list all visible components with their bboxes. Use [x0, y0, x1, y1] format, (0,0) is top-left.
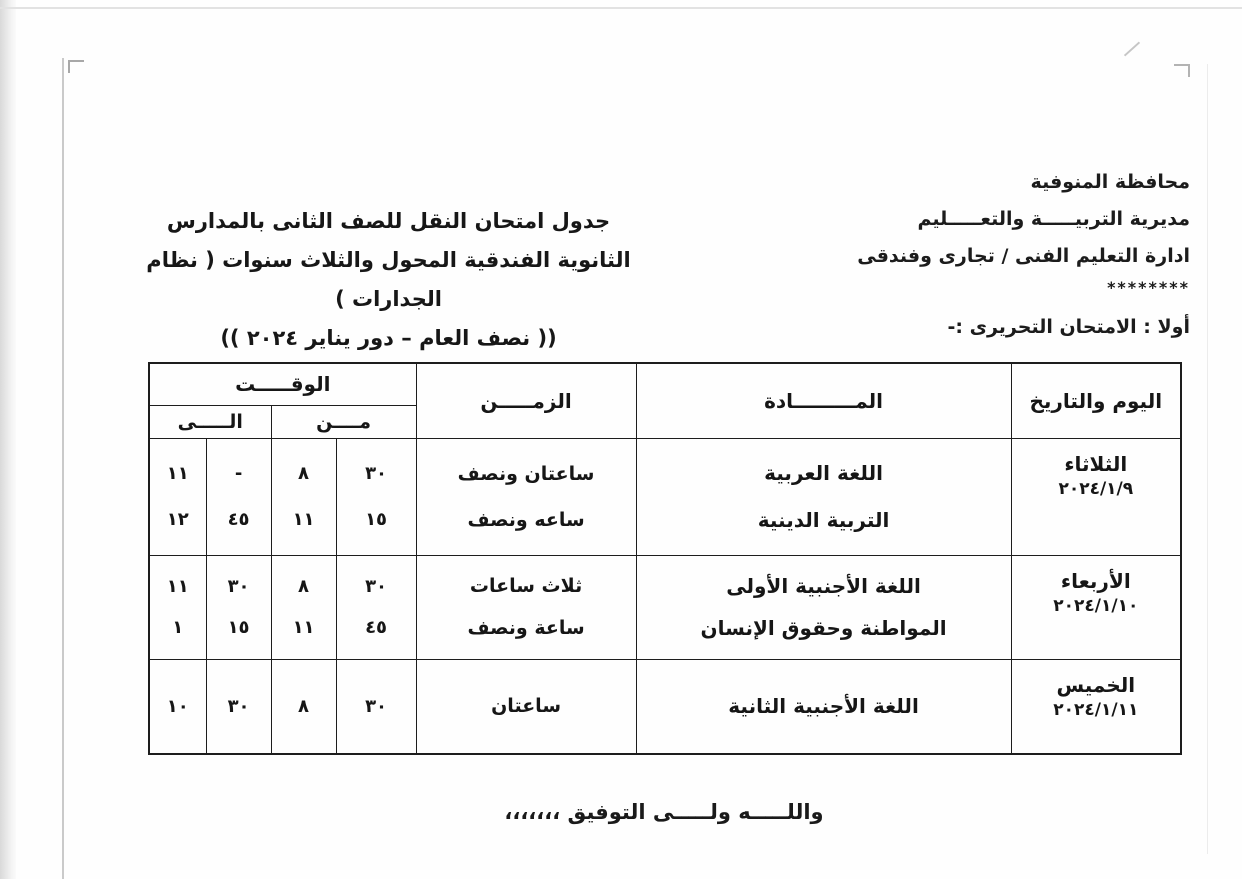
to-minutes: ٣٠	[227, 575, 250, 597]
table-row-wednesday	[149, 555, 1181, 659]
scan-edge-left	[0, 0, 16, 879]
table-row-tuesday	[149, 438, 1181, 555]
duration: ساعة ونصف	[467, 616, 585, 639]
from-minutes-cell	[336, 555, 416, 659]
from-hours: ٨	[298, 575, 310, 597]
header-time-to: الـــــى	[149, 405, 271, 438]
to-minutes: ٣٠	[227, 695, 250, 717]
header-time-from: مــــن	[271, 405, 416, 438]
title-line-3: (( نصف العام – دور يناير ٢٠٢٤ ))	[220, 326, 557, 350]
header-subject: المـــــــــادة	[636, 363, 1011, 438]
subject: التربية الدينية	[757, 507, 890, 532]
subject-cell	[636, 659, 1011, 754]
to-hours: ١١	[166, 575, 189, 597]
scan-edge-right	[1207, 64, 1208, 854]
to-minutes-cell	[206, 555, 271, 659]
document-title	[116, 202, 661, 358]
duration-cell	[416, 555, 636, 659]
title-line-1: جدول امتحان النقل للصف الثانى بالمدارس	[166, 209, 611, 233]
letterhead-directorate: مديرية التربيـــــة والتعـــــليم	[917, 208, 1190, 230]
scan-edge-top	[0, 7, 1242, 9]
from-hours: ٨	[298, 463, 310, 485]
day-cell	[1011, 438, 1181, 555]
header-duration: الزمـــــن	[416, 363, 636, 438]
duration: ساعتان	[491, 695, 561, 717]
scan-paper-edge-line	[62, 58, 64, 879]
scan-tick-mark	[1124, 42, 1140, 57]
from-minutes: ٣٠	[365, 463, 388, 485]
subject: اللغة الأجنبية الأولى	[726, 573, 921, 598]
header-time: الوقـــــت	[149, 363, 416, 405]
from-hours: ٨	[298, 695, 310, 717]
subject: المواطنة وحقوق الإنسان	[700, 616, 947, 641]
to-hours: ١١	[166, 463, 189, 485]
to-hours: ١٢	[166, 508, 189, 530]
closing-blessing: واللـــــه ولـــــى التوفيق ،،،،،،،	[504, 800, 824, 824]
day-name: الأربعاء	[1060, 568, 1131, 593]
to-hours-cell	[149, 659, 206, 754]
to-hours-cell	[149, 555, 206, 659]
day-date: ٢٠٢٤/١/١٠	[1053, 595, 1139, 616]
day-cell	[1011, 555, 1181, 659]
duration: ساعه ونصف	[467, 508, 585, 531]
exam-schedule-table	[148, 362, 1182, 755]
from-hours: ١١	[292, 508, 315, 530]
to-minutes-cell	[206, 438, 271, 555]
to-hours: ١٠	[166, 695, 189, 717]
title-line-2: الثانوية الفندقية المحول والثلاث سنوات ( نظام الجدارات )	[146, 248, 631, 311]
duration: ساعتان ونصف	[457, 462, 595, 485]
day-name: الخميس	[1056, 672, 1136, 697]
subject-cell	[636, 555, 1011, 659]
from-hours-cell	[271, 555, 336, 659]
scan-corner-mark-top-left	[68, 60, 84, 73]
to-minutes: -	[234, 463, 243, 485]
to-minutes: ١٥	[227, 617, 250, 639]
from-hours-cell	[271, 438, 336, 555]
duration-cell	[416, 438, 636, 555]
scan-corner-mark-top-right	[1174, 64, 1190, 77]
from-minutes: ٣٠	[365, 695, 388, 717]
header-day-and-date: اليوم والتاريخ	[1011, 363, 1181, 438]
to-hours-cell	[149, 438, 206, 555]
table-row-thursday	[149, 659, 1181, 754]
subject: اللغة الأجنبية الثانية	[728, 694, 919, 718]
from-minutes: ٤٥	[365, 617, 388, 639]
to-minutes-cell	[206, 659, 271, 754]
letterhead-governorate: محافظة المنوفية	[1030, 171, 1190, 193]
table-header-row-1	[149, 363, 1181, 405]
day-cell	[1011, 659, 1181, 754]
day-name: الثلاثاء	[1064, 451, 1128, 476]
day-date: ٢٠٢٤/١/٩	[1058, 478, 1134, 499]
from-minutes-cell	[336, 438, 416, 555]
from-hours: ١١	[292, 617, 315, 639]
letterhead	[790, 164, 1190, 346]
from-minutes: ٣٠	[365, 575, 388, 597]
to-minutes: ٤٥	[227, 508, 250, 530]
from-minutes-cell	[336, 659, 416, 754]
written-exam-heading: أولا : الامتحان التحريرى :-	[947, 316, 1190, 338]
duration: ثلاث ساعات	[469, 575, 583, 598]
from-hours-cell	[271, 659, 336, 754]
duration-cell	[416, 659, 636, 754]
letterhead-separator-stars: ********	[1107, 278, 1190, 297]
day-date: ٢٠٢٤/١/١١	[1053, 699, 1139, 720]
from-minutes: ١٥	[365, 508, 388, 530]
subject-cell	[636, 438, 1011, 555]
letterhead-administration: ادارة التعليم الفنى / تجارى وفندقى	[857, 245, 1190, 267]
to-hours: ١	[172, 617, 184, 639]
subject: اللغة العربية	[764, 461, 883, 486]
